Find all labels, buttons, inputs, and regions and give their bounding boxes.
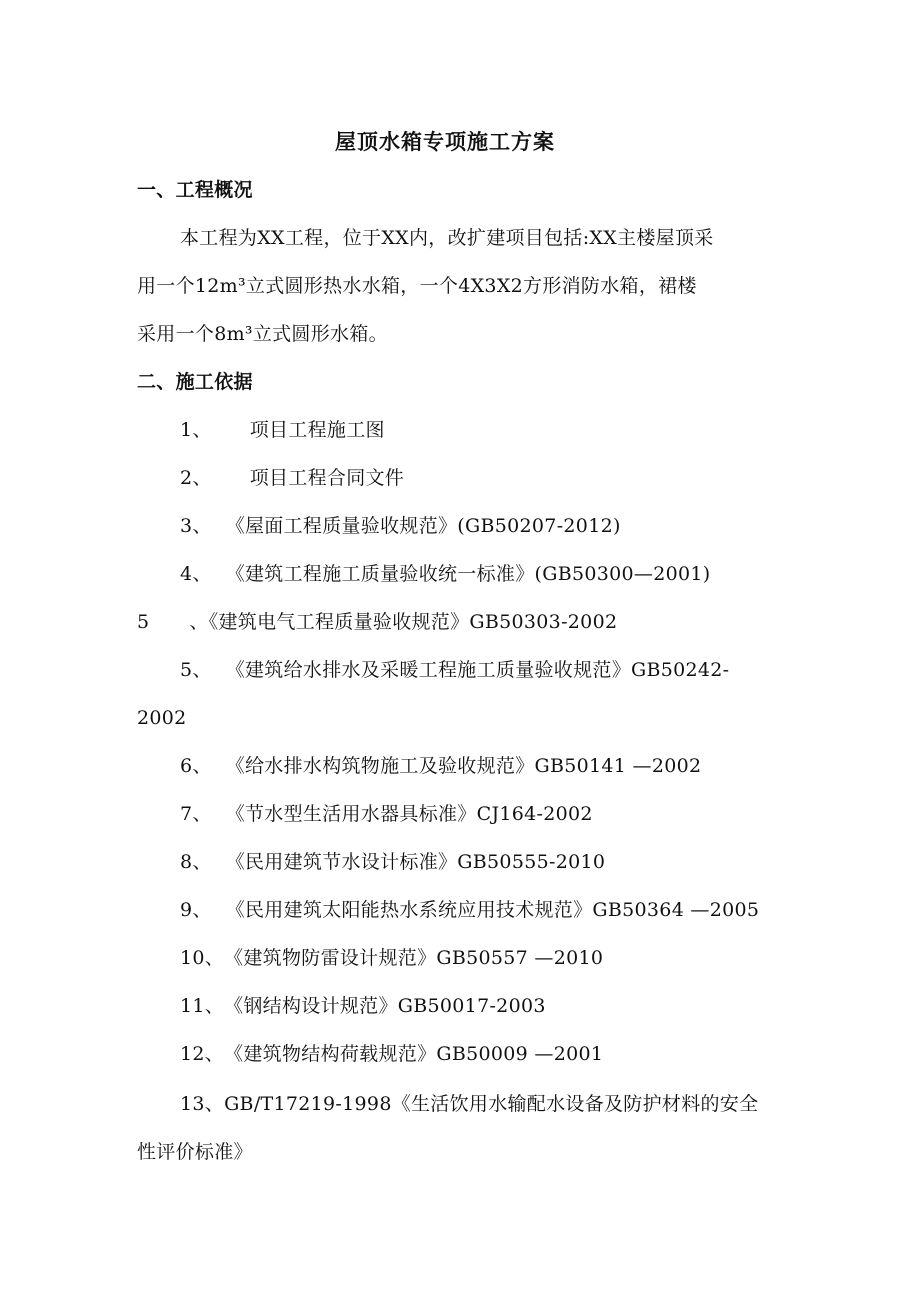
basis-item-number: 10、 [180,947,225,969]
basis-item [180,514,621,538]
basis-item-text: 《建筑物防雷设计规范》GB50557 —2010 [224,947,604,969]
basis-item-text: 《民用建筑节水设计标准》GB50555-2010 [225,851,606,873]
basis-item-text: 《屋面工程质量验收规范》(GB50207-2012) [225,515,621,537]
basis-item [180,418,385,442]
basis-item-text: 《节水型生活用水器具标准》CJ164-2002 [225,803,593,825]
basis-item-text: 《建筑物结构荷载规范》GB50009 —2001 [224,1043,604,1065]
basis-item-continuation: 性评价标准》 [137,1141,253,1163]
basis-item [180,994,546,1018]
basis-item-text: 项目工程合同文件 [249,467,405,489]
basis-item [180,946,603,970]
basis-item [180,466,404,490]
section-1-heading: 一、工程概况 [137,179,253,201]
overview-line-2: 用一个12m³立式圆形热水水箱，一个4X3X2方形消防水箱，裙楼 [137,275,697,297]
basis-item-number: 5、 [180,659,212,681]
basis-item [180,658,729,682]
basis-item-text: 、《建筑电气工程质量验收规范》GB50303-2002 [189,611,618,633]
basis-item [180,1042,603,1066]
basis-item [180,850,605,874]
overview-line-3: 采用一个8m³立式圆形水箱。 [137,323,388,345]
basis-item-number: 7、 [180,803,212,825]
basis-item [180,898,759,922]
basis-item-text: 《建筑给水排水及采暖工程施工质量验收规范》GB50242- [225,659,730,681]
basis-item [180,562,710,586]
basis-item [180,1092,758,1116]
basis-item-text: 《钢结构设计规范》GB50017-2003 [224,995,546,1017]
basis-item-number: 13、 [180,1093,225,1115]
document-title: 屋顶水箱专项施工方案 [335,130,555,154]
basis-item-number: 4、 [180,563,212,585]
basis-item-text: 《民用建筑太阳能热水系统应用技术规范》GB50364 —2005 [225,899,760,921]
overview-line-1: 本工程为XX工程，位于XX内，改扩建项目包括:XX主楼屋顶采 [180,227,714,249]
basis-item-text: 《建筑工程施工质量验收统一标准》(GB50300—2001) [225,563,711,585]
section-2-heading: 二、施工依据 [137,371,253,393]
basis-item-number: 9、 [180,899,212,921]
basis-item-text: 项目工程施工图 [249,419,385,441]
basis-item-number: 1、 [180,419,212,441]
basis-item-continuation: 2002 [137,707,187,729]
basis-item-number: 5 [137,611,150,633]
basis-item-number: 11、 [180,995,225,1017]
basis-item [180,754,701,778]
basis-item [137,610,617,634]
basis-item-text: 《给水排水构筑物施工及验收规范》GB50141 —2002 [225,755,702,777]
basis-item-number: 6、 [180,755,212,777]
basis-item-number: 2、 [180,467,212,489]
basis-item-text: GB/T17219-1998《生活饮用水输配水设备及防护材料的安全 [224,1093,759,1115]
basis-item-number: 12、 [180,1043,225,1065]
basis-item-number: 8、 [180,851,212,873]
basis-item-number: 3、 [180,515,212,537]
basis-item [180,802,593,826]
